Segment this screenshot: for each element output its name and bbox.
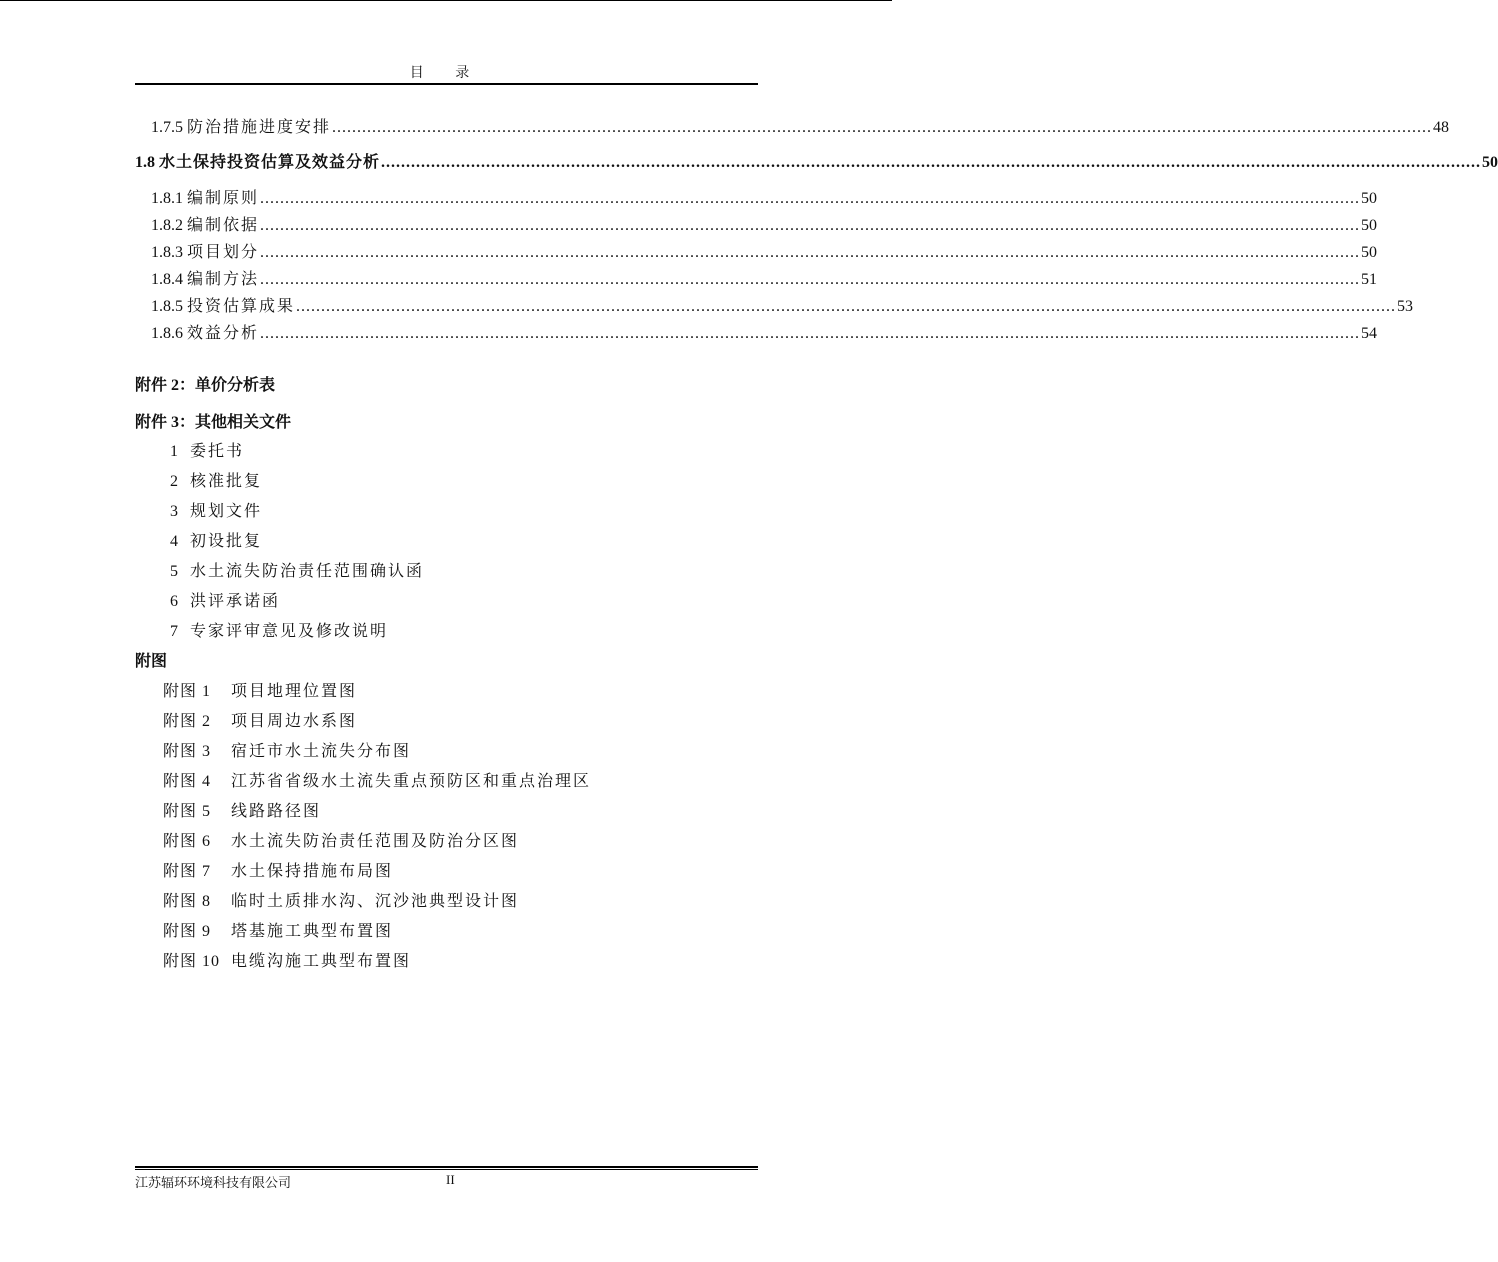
toc-leader: ............................................................................................................................................................................................................................ bbox=[260, 190, 1361, 207]
footer-rule-thin bbox=[135, 1169, 758, 1170]
page-header-title: 目 录 bbox=[409, 66, 484, 81]
toc-row[interactable] bbox=[151, 293, 1414, 315]
attachment-3-heading[interactable]: 附件 3：其他相关文件 bbox=[135, 414, 292, 431]
attachment-item-number: 5 bbox=[170, 563, 178, 580]
figure-label: 附图 10 bbox=[163, 953, 221, 970]
figure-label: 附图 9 bbox=[163, 923, 212, 940]
attachment-item[interactable] bbox=[170, 618, 388, 641]
figure-title: 塔基施工典型布置图 bbox=[231, 923, 394, 940]
toc-page: 53 bbox=[1397, 298, 1414, 315]
toc-text: 编制原则 bbox=[187, 190, 260, 207]
figure-item[interactable] bbox=[163, 738, 411, 761]
figure-title: 电缆沟施工典型布置图 bbox=[231, 953, 412, 970]
toc-row[interactable] bbox=[151, 239, 1378, 261]
attachment-item-text: 专家评审意见及修改说明 bbox=[190, 623, 389, 640]
figure-label: 附图 1 bbox=[163, 683, 212, 700]
toc-text: 投资估算成果 bbox=[187, 298, 296, 315]
toc-number: 1.8 bbox=[135, 154, 155, 171]
figure-label: 附图 7 bbox=[163, 863, 212, 880]
figure-label: 附图 2 bbox=[163, 713, 212, 730]
figure-title: 临时土质排水沟、沉沙池典型设计图 bbox=[231, 893, 520, 910]
attachment-item[interactable] bbox=[170, 498, 262, 521]
attachment-item-number: 1 bbox=[170, 443, 178, 460]
attachment-item[interactable] bbox=[170, 588, 280, 611]
toc-text: 项目划分 bbox=[187, 244, 260, 261]
figure-title: 水土流失防治责任范围及防治分区图 bbox=[231, 833, 520, 850]
toc-leader: ............................................................................................................................................................................................................................ bbox=[260, 271, 1361, 288]
toc-leader: ............................................................................................................................................................................................................................ bbox=[381, 154, 1482, 171]
figure-title: 水土保持措施布局图 bbox=[231, 863, 394, 880]
figure-title: 宿迁市水土流失分布图 bbox=[231, 743, 412, 760]
toc-page: 51 bbox=[1361, 271, 1378, 288]
toc-leader: ............................................................................................................................................................................................................................ bbox=[260, 325, 1361, 342]
toc-leader: ............................................................................................................................................................................................................................ bbox=[332, 119, 1433, 136]
toc-row[interactable] bbox=[151, 266, 1378, 288]
top-border bbox=[0, 0, 892, 1]
attachment-item-text: 初设批复 bbox=[190, 533, 263, 550]
attachment-item[interactable] bbox=[170, 438, 244, 461]
toc-row[interactable] bbox=[151, 185, 1378, 207]
toc-text: 效益分析 bbox=[187, 325, 260, 342]
attachment-item-text: 委托书 bbox=[190, 443, 245, 460]
figure-item[interactable] bbox=[163, 918, 393, 941]
figure-item[interactable] bbox=[163, 888, 519, 911]
figures-heading[interactable]: 附图 bbox=[135, 653, 168, 670]
toc-row[interactable] bbox=[151, 320, 1378, 342]
attachment-item-number: 6 bbox=[170, 593, 178, 610]
attachment-item[interactable] bbox=[170, 468, 262, 491]
toc-number: 1.8.5 bbox=[151, 298, 183, 315]
toc-leader: ............................................................................................................................................................................................................................ bbox=[296, 298, 1397, 315]
figure-label: 附图 3 bbox=[163, 743, 212, 760]
figure-item[interactable] bbox=[163, 828, 519, 851]
figure-label: 附图 6 bbox=[163, 833, 212, 850]
attachment-2-heading[interactable]: 附件 2：单价分析表 bbox=[135, 377, 276, 394]
toc-page: 50 bbox=[1361, 217, 1378, 234]
attachment-item[interactable] bbox=[170, 558, 424, 581]
figure-item[interactable] bbox=[163, 948, 411, 971]
toc-page: 50 bbox=[1361, 244, 1378, 261]
figure-item[interactable] bbox=[163, 768, 591, 791]
attachment-item-number: 2 bbox=[170, 473, 178, 490]
figure-title: 线路路径图 bbox=[231, 803, 322, 820]
attachment-item-text: 水土流失防治责任范围确认函 bbox=[190, 563, 425, 580]
figure-item[interactable] bbox=[163, 798, 321, 821]
figure-title: 江苏省省级水土流失重点预防区和重点治理区 bbox=[231, 773, 592, 790]
toc-page: 54 bbox=[1361, 325, 1378, 342]
toc-text: 编制方法 bbox=[187, 271, 260, 288]
footer-company: 江苏辐环环境科技有限公司 bbox=[135, 1175, 292, 1190]
attachment-item-number: 3 bbox=[170, 503, 178, 520]
attachment-item-text: 规划文件 bbox=[190, 503, 263, 520]
toc-text: 编制依据 bbox=[187, 217, 260, 234]
header-rule bbox=[135, 83, 758, 85]
figure-item[interactable] bbox=[163, 708, 357, 731]
figure-item[interactable] bbox=[163, 678, 357, 701]
attachment-item[interactable] bbox=[170, 528, 262, 551]
figure-item[interactable] bbox=[163, 858, 393, 881]
toc-number: 1.8.1 bbox=[151, 190, 183, 207]
toc-number: 1.8.6 bbox=[151, 325, 183, 342]
toc-page: 50 bbox=[1482, 154, 1498, 171]
figure-label: 附图 8 bbox=[163, 893, 212, 910]
toc-number: 1.8.4 bbox=[151, 271, 183, 288]
toc-number: 1.8.3 bbox=[151, 244, 183, 261]
toc-text: 防治措施进度安排 bbox=[187, 119, 332, 136]
toc-row[interactable] bbox=[151, 212, 1378, 234]
toc-page: 48 bbox=[1433, 119, 1450, 136]
figure-title: 项目地理位置图 bbox=[231, 683, 358, 700]
toc-row[interactable] bbox=[135, 149, 1498, 171]
toc-row[interactable] bbox=[151, 114, 1450, 136]
toc-number: 1.8.2 bbox=[151, 217, 183, 234]
attachment-item-number: 7 bbox=[170, 623, 178, 640]
attachment-item-number: 4 bbox=[170, 533, 178, 550]
figure-label: 附图 4 bbox=[163, 773, 212, 790]
toc-text: 水土保持投资估算及效益分析 bbox=[159, 154, 381, 171]
toc-number: 1.7.5 bbox=[151, 119, 183, 136]
attachment-item-text: 核准批复 bbox=[190, 473, 263, 490]
figure-label: 附图 5 bbox=[163, 803, 212, 820]
footer-rule-thick bbox=[135, 1166, 758, 1168]
figure-title: 项目周边水系图 bbox=[231, 713, 358, 730]
footer-page-number: II bbox=[446, 1172, 455, 1187]
toc-page: 50 bbox=[1361, 190, 1378, 207]
attachment-item-text: 洪评承诺函 bbox=[190, 593, 281, 610]
toc-leader: ............................................................................................................................................................................................................................ bbox=[260, 244, 1361, 261]
toc-leader: ............................................................................................................................................................................................................................ bbox=[260, 217, 1361, 234]
